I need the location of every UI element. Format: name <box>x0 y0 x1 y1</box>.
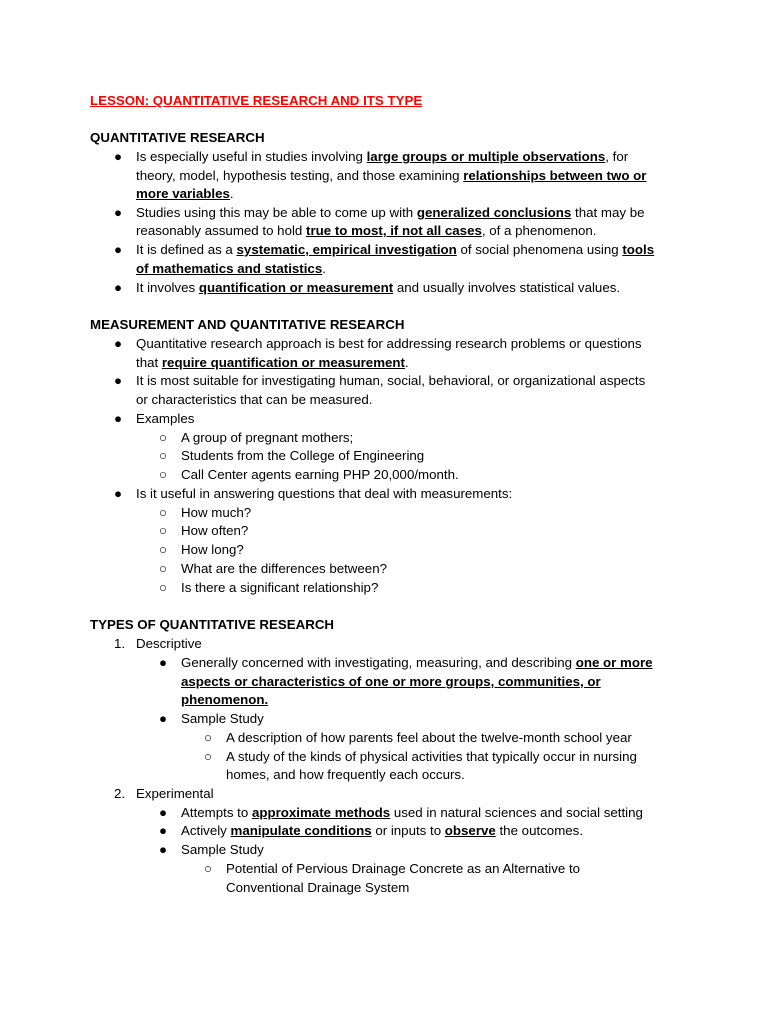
list-item: How long? <box>181 542 244 557</box>
emphasis: true to most, if not all cases <box>306 223 482 238</box>
bullet-icon: ● <box>159 842 168 857</box>
text: that <box>136 355 162 370</box>
section-heading-types: TYPES OF QUANTITATIVE RESEARCH <box>90 617 335 632</box>
text: It is defined as a <box>136 242 237 257</box>
text: . <box>404 355 409 370</box>
list-item-continued: homes, and how frequently each occurs. <box>226 767 465 782</box>
list-item: A group of pregnant mothers; <box>181 430 354 445</box>
text: , of a phenomenon. <box>481 223 597 238</box>
s1-b3-line2 <box>136 260 326 278</box>
circle-bullet-icon: ○ <box>159 580 168 595</box>
list-item: A study of the kinds of physical activities that typically occur in nursing <box>226 749 637 764</box>
emphasis: one or more <box>575 655 653 670</box>
section-heading-measurement: MEASUREMENT AND QUANTITATIVE RESEARCH <box>90 317 405 332</box>
type-descriptive-label: Descriptive <box>136 636 202 651</box>
emphasis: large groups or multiple observations <box>366 149 606 164</box>
emphasis: manipulate conditions <box>230 823 372 838</box>
circle-bullet-icon: ○ <box>159 467 168 482</box>
emphasis: generalized conclusions <box>416 205 572 220</box>
circle-bullet-icon: ○ <box>204 730 213 745</box>
emphasis: more variables <box>136 186 230 201</box>
text: theory, model, hypothesis testing, and those examining <box>136 168 464 183</box>
emphasis: require quantification or measurement <box>161 355 405 370</box>
text: Studies using this may be able to come up with <box>136 205 417 220</box>
bullet-icon: ● <box>114 280 123 295</box>
list-item: Potential of Pervious Drainage Concrete as an Alternative to <box>226 861 581 876</box>
text: or inputs to <box>371 823 445 838</box>
bullet-icon: ● <box>159 823 168 838</box>
list-item: A description of how parents feel about the twelve-month school year <box>226 730 632 745</box>
s1-b4-line1 <box>136 279 620 297</box>
text: Attempts to <box>181 805 252 820</box>
circle-bullet-icon: ○ <box>204 861 213 876</box>
bullet-icon: ● <box>159 711 168 726</box>
emphasis: tools <box>622 242 655 257</box>
list-number: 2. <box>114 786 126 801</box>
lesson-title: LESSON: QUANTITATIVE RESEARCH AND ITS TYPE <box>90 93 423 108</box>
section-heading-quantitative-research: QUANTITATIVE RESEARCH <box>90 130 265 145</box>
text: that may be <box>571 205 645 220</box>
t1-sample-study-label: Sample Study <box>181 711 264 726</box>
type-experimental-label: Experimental <box>136 786 214 801</box>
text: Actively <box>181 823 231 838</box>
s1-b1-line1 <box>136 148 628 166</box>
list-item-continued: Conventional Drainage System <box>226 880 410 895</box>
s2-b1-line1: Quantitative research approach is best for addressing research problems or questions <box>136 336 642 351</box>
list-item: Is there a significant relationship? <box>181 580 379 595</box>
t2-sample-study-label: Sample Study <box>181 842 264 857</box>
list-item: What are the differences between? <box>181 561 387 576</box>
bullet-icon: ● <box>114 373 123 388</box>
text: . <box>229 186 234 201</box>
s2-examples-label: Examples <box>136 411 195 426</box>
circle-bullet-icon: ○ <box>159 430 168 445</box>
t2-b2-line1 <box>181 822 583 840</box>
circle-bullet-icon: ○ <box>159 505 168 520</box>
t1-b1-line3: phenomenon. <box>181 692 269 707</box>
s2-b2-line2: or characteristics that can be measured. <box>136 392 373 407</box>
s2-b1-line2 <box>136 354 409 372</box>
bullet-icon: ● <box>159 655 168 670</box>
emphasis: systematic, empirical investigation <box>236 242 457 257</box>
text: of social phenomena using <box>456 242 623 257</box>
emphasis: quantification or measurement <box>198 280 394 295</box>
text: used in natural sciences and social setting <box>390 805 643 820</box>
circle-bullet-icon: ○ <box>159 542 168 557</box>
text: reasonably assumed to hold <box>136 223 307 238</box>
bullet-icon: ● <box>114 336 123 351</box>
list-item: How much? <box>181 505 252 520</box>
circle-bullet-icon: ○ <box>159 561 168 576</box>
circle-bullet-icon: ○ <box>159 523 168 538</box>
text: , for <box>605 149 629 164</box>
emphasis: of mathematics and statistics <box>136 261 323 276</box>
list-item: How often? <box>181 523 249 538</box>
circle-bullet-icon: ○ <box>159 448 168 463</box>
emphasis: relationships between two or <box>463 168 647 183</box>
t2-b1-line1 <box>181 804 643 822</box>
text: It involves <box>136 280 199 295</box>
bullet-icon: ● <box>114 149 123 164</box>
bullet-icon: ● <box>114 486 123 501</box>
s1-b2-line2 <box>136 222 596 240</box>
bullet-icon: ● <box>159 805 168 820</box>
list-item: Call Center agents earning PHP 20,000/month. <box>181 467 459 482</box>
circle-bullet-icon: ○ <box>204 749 213 764</box>
bullet-icon: ● <box>114 411 123 426</box>
s1-b1-line2 <box>136 167 646 185</box>
text: . <box>322 261 326 276</box>
text: Is especially useful in studies involving <box>136 149 367 164</box>
list-number: 1. <box>114 636 126 651</box>
text: and usually involves statistical values. <box>393 280 621 295</box>
bullet-icon: ● <box>114 205 123 220</box>
list-item: Students from the College of Engineering <box>181 448 425 463</box>
text: Generally concerned with investigating, measuring, and describing <box>181 655 576 670</box>
bullet-icon: ● <box>114 242 123 257</box>
emphasis: observe <box>444 823 496 838</box>
t1-b1-line2: aspects or characteristics of one or more groups, communities, or <box>181 674 601 689</box>
s1-b2-line1 <box>136 204 644 222</box>
t1-b1-line1 <box>181 654 653 672</box>
s2-b2-line1: It is most suitable for investigating human, social, behavioral, or organizational aspects <box>136 373 646 388</box>
s1-b1-line3 <box>136 185 234 203</box>
s2-questions-label: Is it useful in answering questions that deal with measurements: <box>136 486 513 501</box>
text: the outcomes. <box>495 823 584 838</box>
s1-b3-line1 <box>136 241 654 259</box>
emphasis: approximate methods <box>251 805 391 820</box>
